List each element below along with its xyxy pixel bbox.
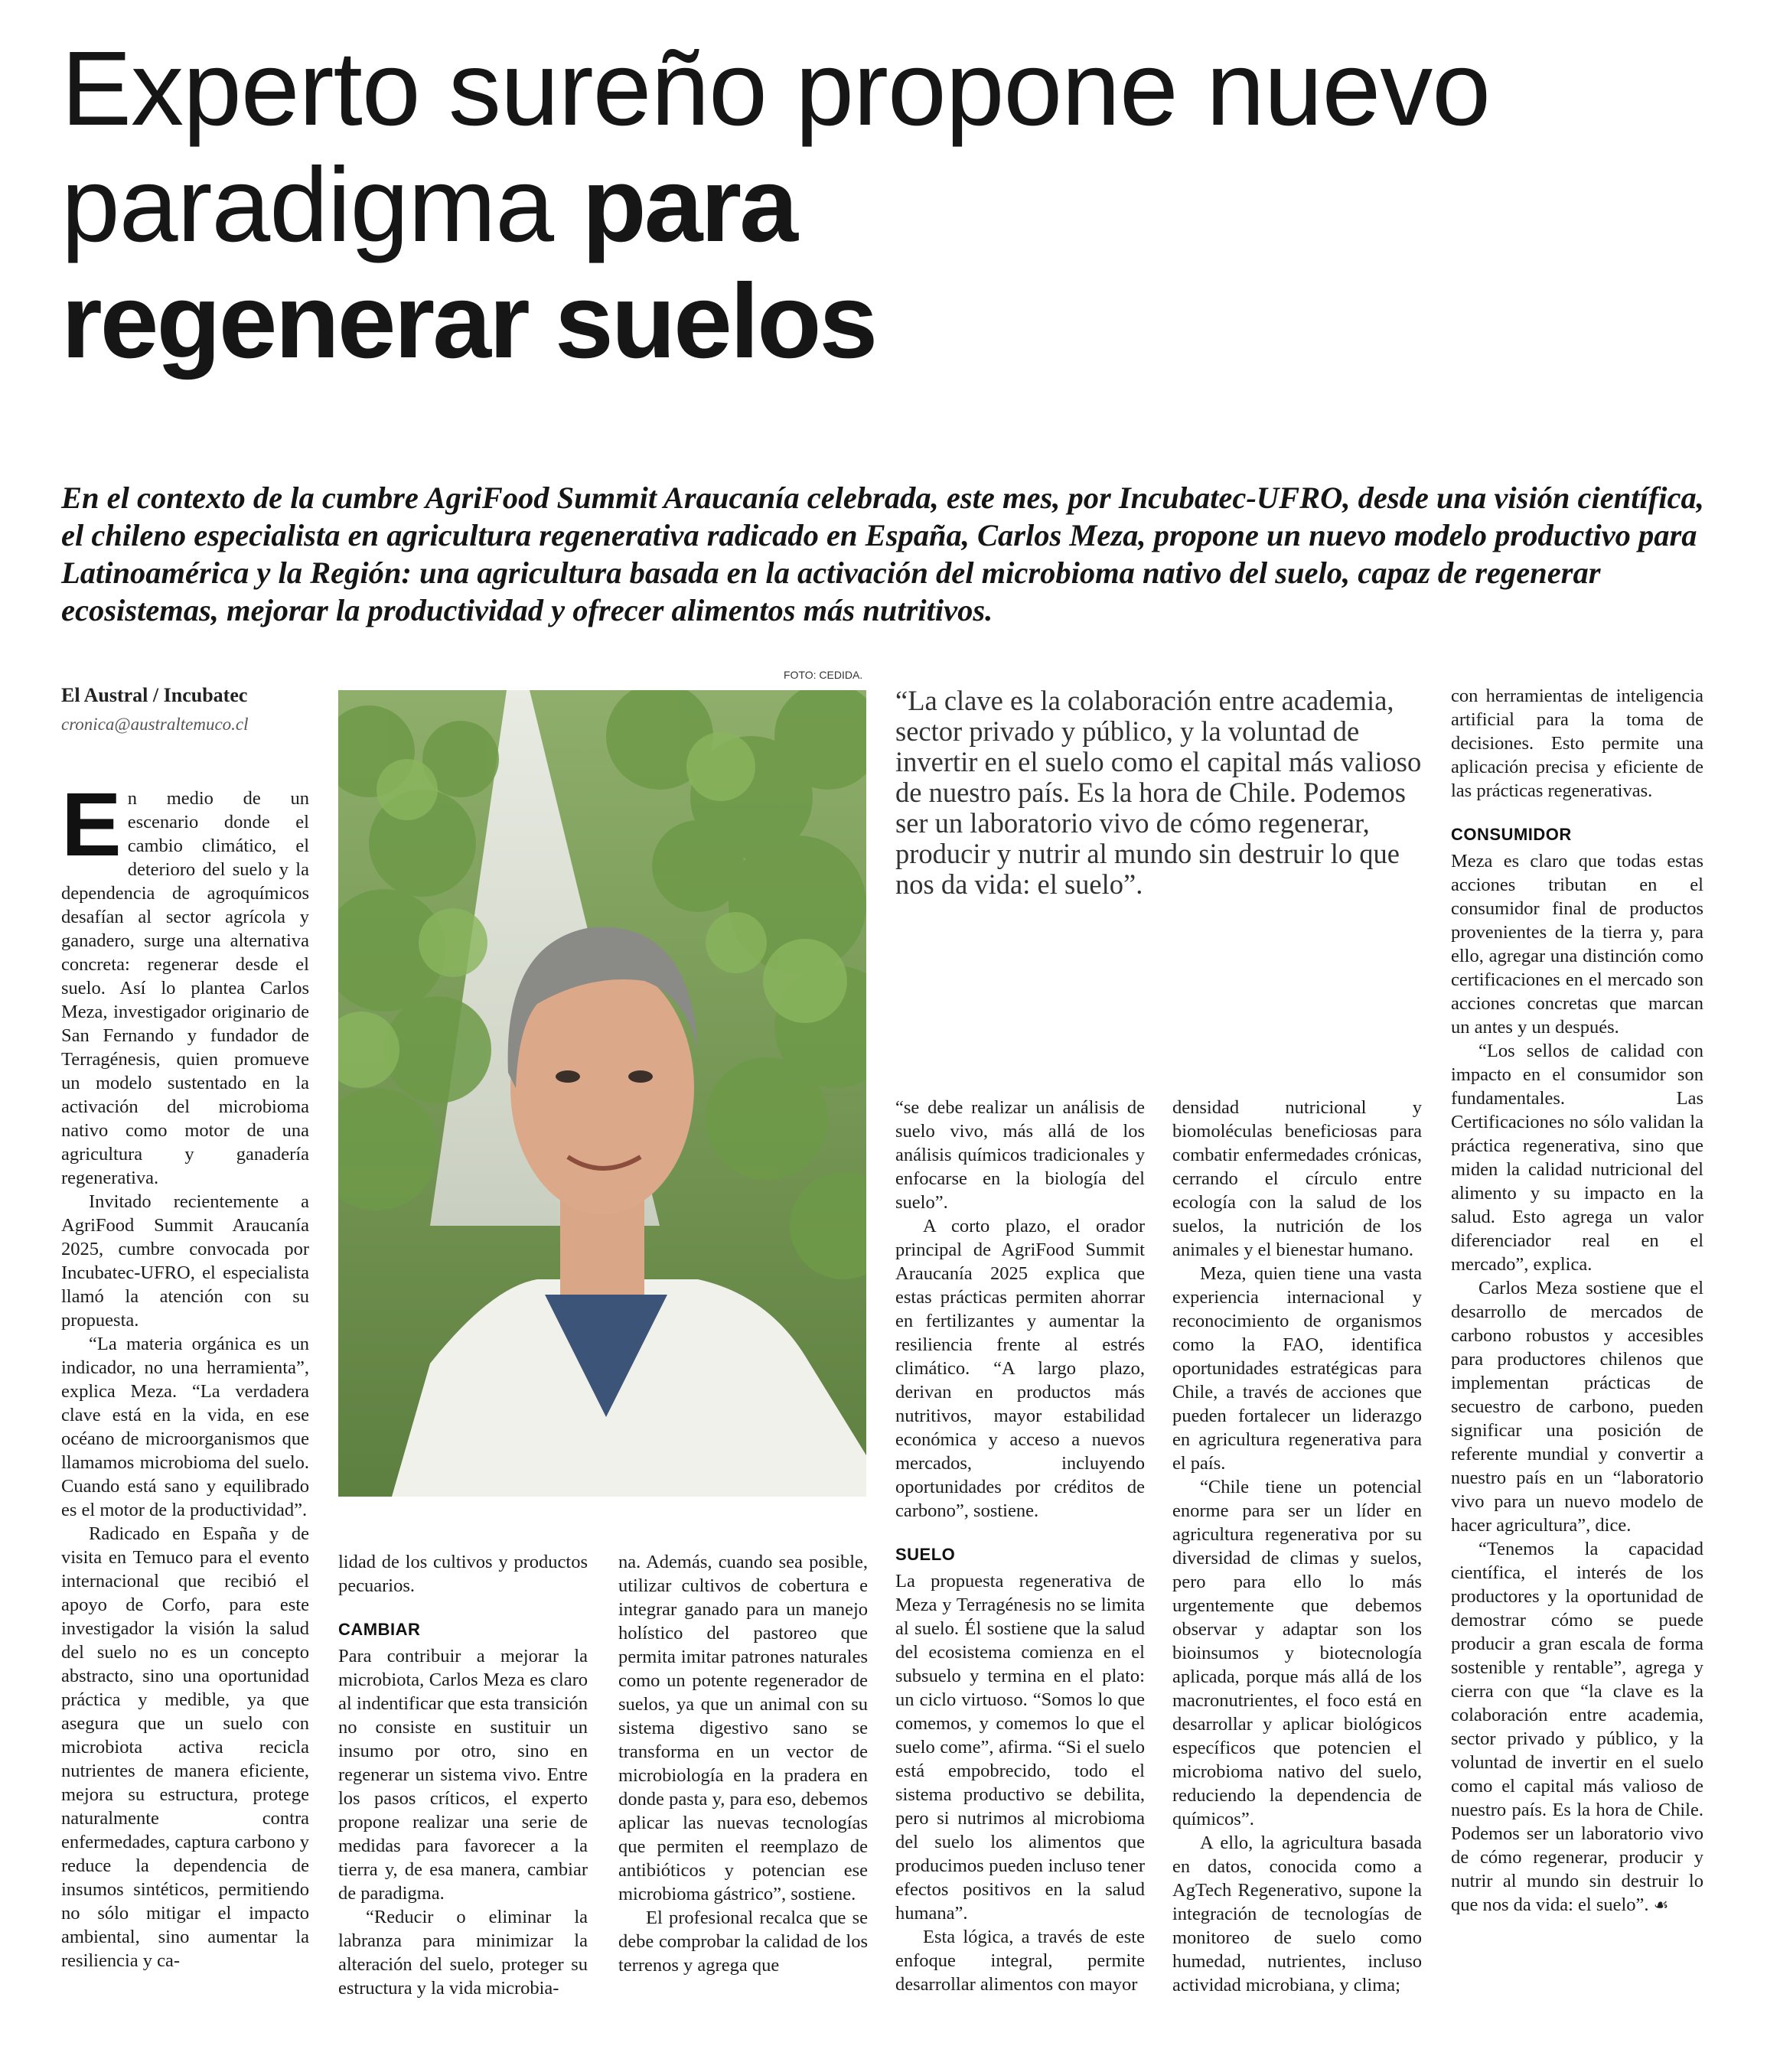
headline-bold-2: regenerar suelos [61, 262, 876, 380]
headline-bold-1: para [582, 146, 796, 264]
portrait-illustration [338, 690, 866, 1497]
byline-email: cronica@australtemuco.cl [61, 715, 249, 734]
paragraph: lidad de los cultivos y productos pecuarios. [338, 1552, 588, 1596]
paragraph: A corto plazo, el orador principal de AgriFood Summit Araucanía 2025 explica que estas prácticas permiten ahorrar en fertilizantes y aumentar la resiliencia frente al estrés climático. “A largo plazo, derivan en productos más nutritivos, mayor estabilidad económica y acceso a nuevos mercados, incluyendo oportunidades por créditos de carbono”, sostiene. [895, 1216, 1145, 1521]
column-5 [1172, 1096, 1422, 1997]
paragraph: n medio de un escenario donde el cambio climático, el deterioro del suelo y la dependencia de agroquímicos desafían al sector agrícola y ganadero, surge una alternativa concreta: regenerar desde el suelo. Así lo plantea Carlos Meza, investigador originario de San Fernando y fundador de Terragénesis, quien promueve un modelo sustentado en la activación del microbioma nativo como motor de una agricultura y ganadería regenerativa. [61, 788, 309, 1188]
column-4 [895, 1096, 1145, 1996]
column-3 [618, 1550, 868, 1977]
paragraph: “La materia orgánica es un indicador, no una herramienta”, explica Meza. “La verdadera clave está en la vida, en ese océano de microorganismos que llamamos microbioma del suelo. Cuando está sano y equilibrado es el motor de la productividad”. [61, 1334, 309, 1520]
headline [61, 31, 1592, 380]
paragraph: “Reducir o eliminar la labranza para minimizar la alteración del suelo, proteger su estructura y la vida microbia- [338, 1907, 588, 1999]
column-1 [61, 774, 309, 1973]
portrait-photo [338, 690, 866, 1497]
paragraph: “se debe realizar un análisis de suelo vivo, más allá de los análisis químicos tradicionales y enfocarse en la biología del suelo”. [895, 1097, 1145, 1213]
byline: El Austral / Incubatec [61, 684, 248, 706]
paragraph: Radicado en España y de visita en Temuco para el evento internacional que recibió el apoyo de Corfo, para este investigador la visión la salud del suelo no es un concepto abstracto, sino una oportunidad práctica y medible, ya que asegura que un suelo con microbiota activa recicla nutrientes de manera eficiente, mejora su estructura, protege naturalmente contra enfermedades, captura carbono y reduce la dependencia de insumos sintéticos, permitiendo no sólo mitigar el impacto ambiental, sino aumentar la resiliencia y ca- [61, 1523, 309, 1971]
paragraph-text: “Tenemos la capacidad científica, el interés de los productores y la oportunidad de demostrar cómo se puede producir a gran escala de forma sostenible y rentable”, agrega y cierra con que “la clave es la colaboración entre academia, sector privado y público, y la voluntad de invertir en el suelo como el capital más valioso de nuestro país. Es la hora de Chile. Podemos ser un laboratorio vivo de cómo regenerar, producir y nutrir al mundo sin destruir lo que nos da vida: el suelo”. [1451, 1539, 1703, 1915]
paragraph: A ello, la agricultura basada en datos, conocida como a AgTech Regenerativo, supone la integración de tecnologías de monitoreo de suelo como humedad, nutrientes, incluso actividad microbiana, y clima; [1172, 1833, 1422, 1995]
paragraph: Meza es claro que todas estas acciones tributan en el consumidor final de productos provenientes de la tierra y, para ello, agregar una distinción como certificaciones en el mercado son acciones concretas que marcan un antes y un después. [1451, 851, 1703, 1038]
deck: En el contexto de la cumbre AgriFood Summit Araucanía celebrada, este mes, por Incubatec-UFRO, desde una visión científica, el chileno especialista en agricultura regenerativa radicado en España, Carlos Meza, propone un nuevo modelo productivo para Latinoamérica y la Región: una agricultura basada en la activación del microbioma nativo del suelo, capaz de regenerar ecosistemas, mejorar la productividad y ofrecer alimentos más nutritivos. [61, 481, 1704, 627]
paragraph: Meza, quien tiene una vasta experiencia internacional y reconocimiento de organismos como la FAO, identifica oportunidades estratégicas para Chile, a través de acciones que pueden fortalecer un liderazgo en agricultura regenerativa para el país. [1172, 1263, 1422, 1474]
pull-quote: “La clave es la colaboración entre academia, sector privado y público, y la voluntad de invertir en el suelo como el capital más valioso de nuestro país. Es la hora de Chile. Podemos ser un laboratorio vivo de cómo regenerar, producir y nutrir al mundo sin destruir lo que nos da vida: el suelo”. [895, 685, 1422, 900]
paragraph: La propuesta regenerativa de Meza y Terragénesis no se limita al suelo. Él sostiene que la salud del ecosistema comienza en el subsuelo y termina en el plato: un ciclo virtuoso. “Somos lo que comemos, y comemos lo que el suelo come”, afirma. “Si el suelo está empobrecido, todo el sistema productivo se debilita, pero si nutrimos al microbioma del suelo los alimentos que producimos pueden incluso tener efectos positivos en la salud humana”. [895, 1571, 1145, 1924]
paragraph: Para contribuir a mejorar la microbiota, Carlos Meza es claro al indentificar que esta transición no consiste en sustituir un insumo por otro, sino en regenerar un sistema vivo. Entre los pasos críticos, el experto propone realizar una serie de medidas para favorecer a la tierra y, de esa manera, cambiar de paradigma. [338, 1646, 588, 1904]
end-mark-icon: ☙ [1653, 1896, 1669, 1915]
headline-light: Experto sureño propone nuevo paradigma [61, 30, 1491, 264]
column-2 [338, 1550, 588, 2000]
paragraph: “Chile tiene un potencial enorme para ser un líder en agricultura regenerativa por su diversidad de climas y suelos, pero para ello lo más urgentemente que debemos observar y adaptar son los bioinsumos y biotecnología aplicada, porque más allá de los macronutrientes, el foco está en desarrollar y aplicar biológicos específicos que potencien el microbioma nativo del suelo, reduciendo la dependencia de químicos”. [1172, 1477, 1422, 1829]
paragraph: Invitado recientemente a AgriFood Summit Araucanía 2025, cumbre convocada por Incubatec-UFRO, el especialista llamó la atención con su propuesta. [61, 1191, 309, 1331]
paragraph: “Los sellos de calidad con impacto en el consumidor son fundamentales. Las Certificaciones no sólo validan la práctica regenerativa, sino que miden la calidad nutricional del alimento y su impacto en la salud. Esto agrega un valor diferenciador real en el mercado”, explica. [1451, 1041, 1703, 1275]
paragraph: na. Además, cuando sea posible, utilizar cultivos de cobertura e integrar ganado para un manejo holístico del pastoreo que permita imitar patrones naturales como un potente regenerador de suelos, ya que un animal con su sistema digestivo sano se transforma en un vector de microbiología en la pradera en donde pasta y, para eso, debemos aplicar las nuevas tecnologías que permiten el reemplazo de antibióticos y potencian ese microbioma gástrico”, sostiene. [618, 1552, 868, 1904]
photo-credit: FOTO: CEDIDA. [784, 669, 863, 681]
paragraph [1451, 1537, 1703, 1917]
paragraph: densidad nutricional y biomoléculas beneficiosas para combatir enfermedades crónicas, cerrando el círculo entre ecología con la salud de los suelos, la nutrición de los animales y el bienestar humano. [1172, 1097, 1422, 1260]
subhead-suelo: SUELO [895, 1545, 956, 1564]
drop-cap: E [61, 774, 122, 875]
column-6 [1451, 684, 1703, 1917]
paragraph: El profesional recalca que se debe comprobar la calidad de los terrenos y agrega que [618, 1907, 868, 1976]
paragraph: Esta lógica, a través de este enfoque integral, permite desarrollar alimentos con mayor [895, 1927, 1145, 1995]
paragraph: con herramientas de inteligencia artificial para la toma de decisiones. Esto permite una aplicación precisa y eficiente de las prácticas regenerativas. [1451, 686, 1703, 801]
subhead-consumidor: CONSUMIDOR [1451, 825, 1572, 844]
subhead-cambiar: CAMBIAR [338, 1620, 421, 1639]
paragraph: Carlos Meza sostiene que el desarrollo de mercados de carbono robustos y accesibles para productores chilenos que implementan prácticas de secuestro de carbono, pueden significar una posición de referente mundial y convertir a nuestro país en un “laboratorio vivo para un nuevo modelo de hacer agricultura”, dice. [1451, 1278, 1703, 1536]
